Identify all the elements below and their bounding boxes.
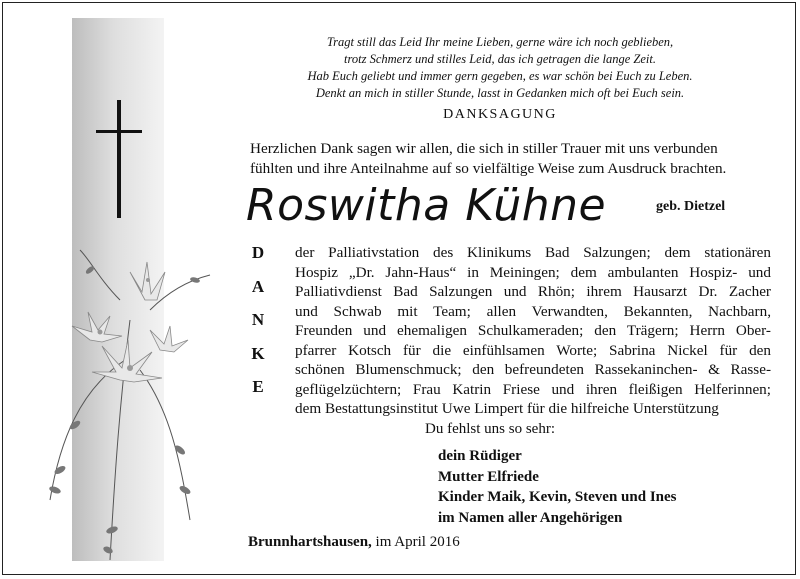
body-line: und Schwab mit Team; allen Verwandten, Bekannten, Nachbarn,	[295, 302, 771, 320]
signature-line: im Namen aller Angehörigen	[438, 509, 623, 526]
cross-icon	[96, 100, 142, 220]
signature-line: dein Rüdiger	[438, 448, 522, 464]
flower-bouquet-icon	[20, 240, 220, 570]
deceased-name: Roswitha Kühne	[246, 180, 607, 231]
danke-letter: A	[251, 276, 265, 296]
miss-you-text: Du fehlst uns so sehr:	[425, 421, 555, 437]
body-line: Freunden und ehemaligen Schulkameraden; den Trägern; Herrn Ober-	[295, 322, 771, 339]
thanks-line: Herzlichen Dank sagen wir allen, die sich in stiller Trauer mit uns verbunden	[250, 140, 718, 157]
danke-letter: K	[251, 343, 265, 363]
body-line: Palliativdienst Bad Salzungen und Rhön; ihrem Hausarzt Dr. Zacher	[295, 283, 771, 300]
birth-name: geb. Dietzel	[656, 199, 726, 214]
poem	[250, 34, 750, 102]
body-line: schönen Blumenschmuck; den befreundeten Rassekaninchen- & Rasse-	[295, 361, 771, 378]
poem-line: Denkt an mich in stiller Stunde, lasst in Gedanken mich oft bei Euch sein.	[315, 86, 685, 100]
thanks-paragraph	[250, 139, 772, 179]
date-text: im April 2016	[375, 534, 460, 550]
place-date	[248, 534, 460, 551]
page-title: DANKSAGUNG	[443, 107, 557, 122]
danke-vertical	[246, 243, 270, 411]
danke-letter: N	[251, 310, 265, 329]
body-line: geflügelzüchtern; Frau Katrin Friese und ihren fleißigen Helferinnen;	[295, 380, 771, 398]
body-line: dem Bestattungsinstitut Uwe Limpert für die hilfreiche Unterstützung	[295, 400, 719, 417]
signature-line: Mutter Elfriede	[438, 468, 539, 485]
body-line: Hospiz „Dr. Jahn-Haus“ in Meiningen; dem ambulanten Hospiz- und	[295, 263, 771, 281]
signatures	[438, 446, 677, 528]
thanks-list	[295, 243, 771, 419]
place-name: Brunnhartshausen,	[248, 534, 372, 550]
danke-letter: E	[252, 377, 264, 396]
poem-line: trotz Schmerz und stilles Leid, das ich getragen die lange Zeit.	[343, 52, 656, 66]
body-line: der Palliativstation des Klinikums Bad Salzungen; dem stationären	[295, 244, 771, 261]
poem-line: Hab Euch geliebt und immer gern gegeben, es war schön bei Euch zu Leben.	[307, 69, 693, 83]
danke-letter: D	[251, 243, 265, 262]
poem-line: Tragt still das Leid Ihr meine Lieben, gerne wäre ich noch geblieben,	[326, 35, 674, 49]
signature-line: Kinder Maik, Kevin, Steven und Ines	[438, 489, 677, 505]
thanks-line: fühlten und ihre Anteilnahme auf so vielfältige Weise zum Ausdruck brachten.	[250, 160, 727, 177]
body-line: pfarrer Kotsch für die einfühlsamen Worte; Sabrina Nickel für den	[295, 341, 771, 359]
